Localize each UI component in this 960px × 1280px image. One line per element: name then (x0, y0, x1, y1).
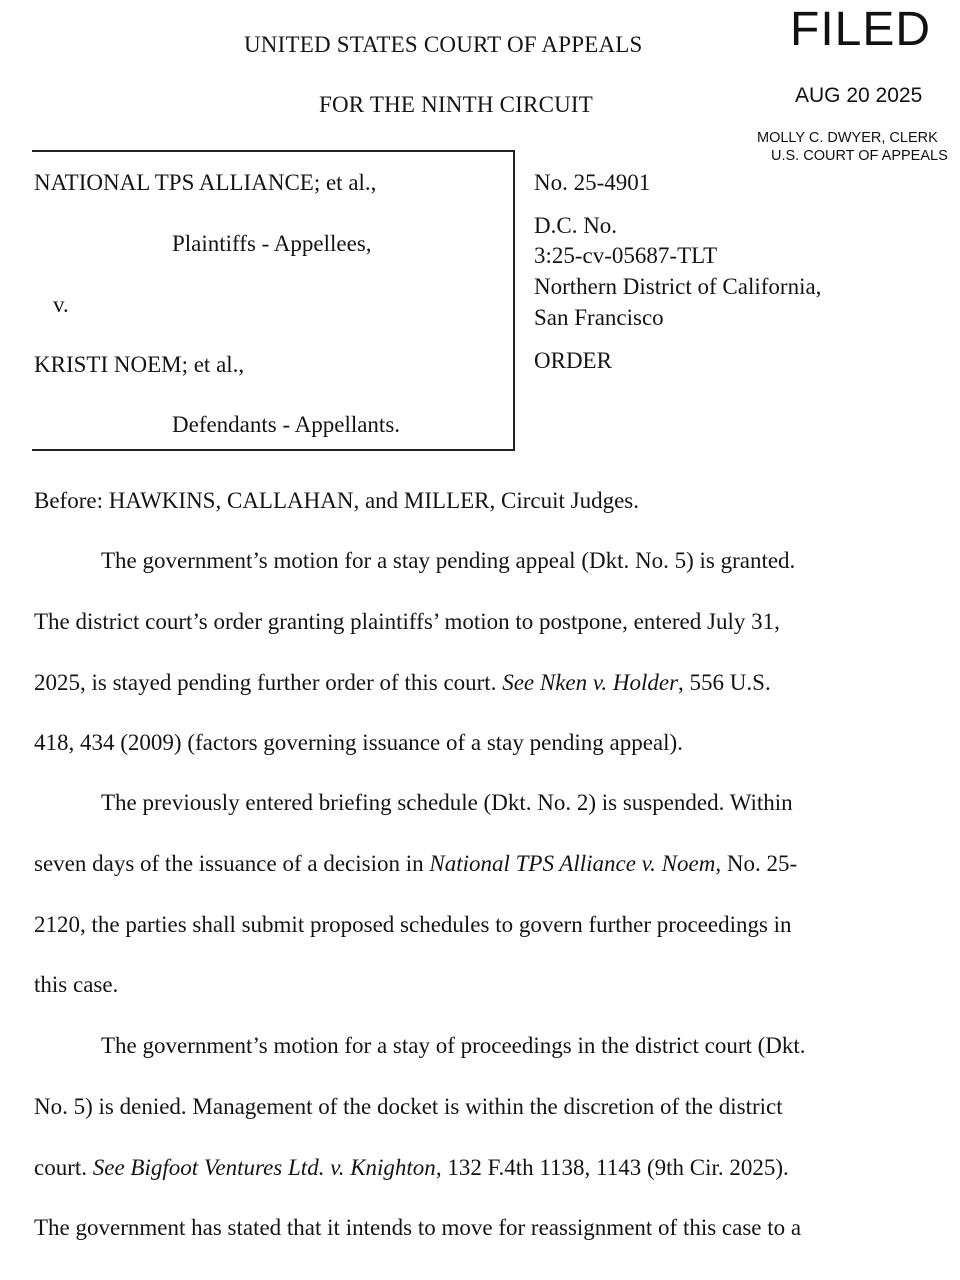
paragraph-3-line-4: The government has stated that it intends to move for reassignment of this case to a (34, 1215, 802, 1240)
citation-bigfoot: See Bigfoot Ventures Ltd. v. Knighton (92, 1155, 436, 1180)
circuit-name: FOR THE NINTH CIRCUIT (319, 92, 594, 117)
paragraph-2-line-4: this case. (34, 972, 119, 997)
dc-number: 3:25-cv-05687-TLT (534, 243, 718, 268)
plaintiffs-role: Plaintiffs - Appellees, (172, 231, 372, 256)
paragraph-1-line-3-cite: , 556 U.S. (678, 670, 771, 695)
district-city: San Francisco (534, 305, 664, 330)
paragraph-2-line-2-cite: , No. 25- (715, 851, 798, 876)
paragraph-3-line-3-text: court. (34, 1155, 93, 1180)
defendants-role: Defendants - Appellants. (172, 412, 401, 437)
plaintiffs-name: NATIONAL TPS ALLIANCE; et al., (34, 170, 377, 195)
document-type: ORDER (534, 348, 612, 373)
paragraph-2-line-3: 2120, the parties shall submit proposed schedules to govern further proceedings in (34, 912, 792, 937)
paragraph-3-line-1: The government’s motion for a stay of proceedings in the district court (Dkt. (101, 1033, 806, 1058)
filed-stamp-office: U.S. COURT OF APPEALS (771, 148, 948, 164)
paragraph-1-line-2: The district court’s order granting plaintiffs’ motion to postpone, entered July 31, (34, 609, 780, 634)
dc-label: D.C. No. (534, 213, 618, 238)
district-name: Northern District of California, (534, 274, 822, 299)
case-number: No. 25-4901 (534, 170, 651, 195)
filed-stamp-clerk: MOLLY C. DWYER, CLERK (757, 130, 938, 146)
paragraph-1-line-3 (34, 670, 771, 696)
paragraph-2-line-1: The previously entered briefing schedule (Dkt. No. 2) is suspended. Within (101, 790, 793, 815)
paragraph-3-line-3 (34, 1155, 789, 1181)
filed-stamp-date: AUG 20 2025 (795, 84, 923, 107)
versus: v. (53, 292, 69, 317)
paragraph-1-line-4: 418, 434 (2009) (factors governing issuance of a stay pending appeal). (34, 730, 683, 755)
paragraph-2-line-2 (34, 851, 797, 877)
citation-national-tps: National TPS Alliance v. Noem (429, 851, 716, 876)
filed-stamp-title: FILED (790, 3, 932, 56)
court-name: UNITED STATES COURT OF APPEALS (244, 32, 643, 57)
paragraph-2-line-2-text: seven days of the issuance of a decision in (34, 851, 430, 876)
paragraph-3-line-2: No. 5) is denied. Management of the docket is within the discretion of the district (34, 1094, 783, 1119)
paragraph-1-line-1: The government’s motion for a stay pending appeal (Dkt. No. 5) is granted. (101, 548, 796, 573)
defendants-name: KRISTI NOEM; et al., (34, 352, 245, 377)
paragraph-3-line-3-cite: , 132 F.4th 1138, 1143 (9th Cir. 2025). (435, 1155, 789, 1180)
citation-nken: See Nken v. Holder (502, 670, 679, 695)
paragraph-1-line-3-text: 2025, is stayed pending further order of this court. (34, 670, 503, 695)
panel-judges: Before: HAWKINS, CALLAHAN, and MILLER, Circuit Judges. (34, 488, 640, 513)
